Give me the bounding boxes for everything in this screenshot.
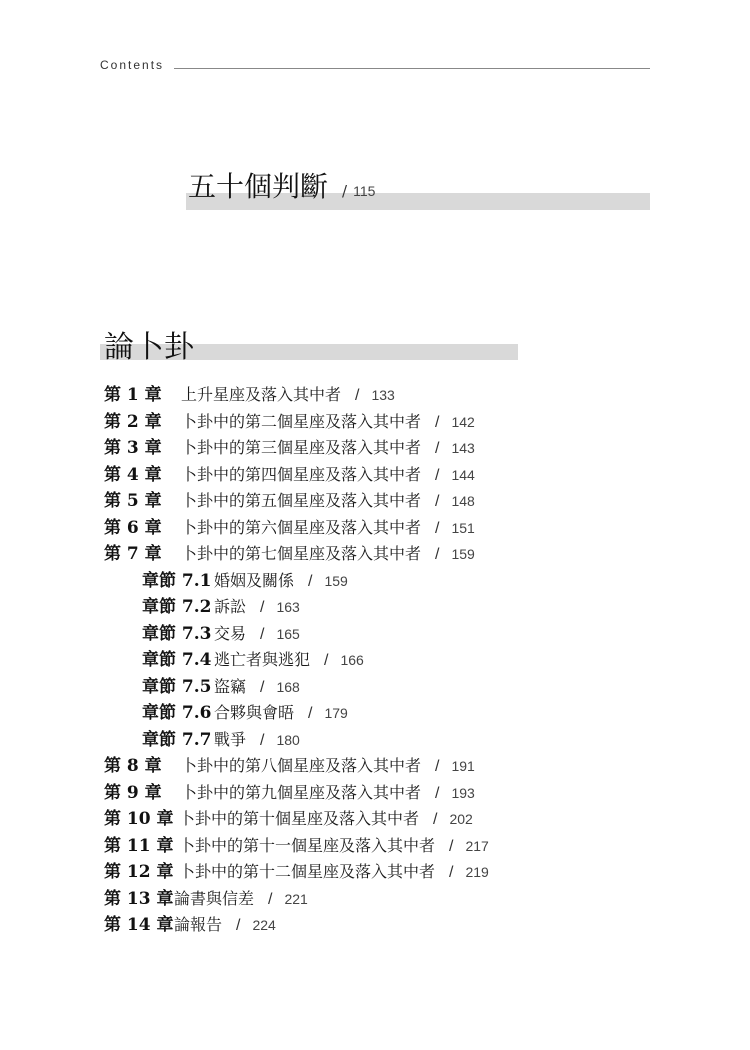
toc-number: 第 6 章 [104, 517, 162, 538]
toc-separator: / [435, 493, 440, 510]
toc-subsection-row[interactable] [104, 727, 664, 754]
toc-separator: / [236, 917, 241, 934]
toc-subsection-row[interactable] [104, 568, 664, 595]
toc-separator: / [435, 440, 440, 457]
toc-chapter-row[interactable] [104, 488, 664, 515]
toc-separator: / [260, 599, 265, 616]
toc-number: 第 14 章 [104, 915, 174, 935]
toc-title: 卜卦中的第七個星座及落入其中者 [181, 544, 422, 563]
toc-page-number: 217 [465, 837, 489, 854]
toc-title: 卜卦中的第十二個星座及落入其中者 [179, 862, 436, 881]
toc-page-number: 144 [451, 466, 475, 483]
toc-chapter-row[interactable] [104, 806, 664, 833]
toc-title: 卜卦中的第四個星座及落入其中者 [181, 464, 422, 484]
toc-title: 合夥與會晤 [214, 703, 295, 722]
toc-separator: / [435, 784, 440, 802]
header-label: Contents [100, 58, 165, 72]
toc-chapter-row[interactable] [104, 753, 664, 780]
toc-separator: / [435, 413, 440, 431]
toc-title: 卜卦中的第六個星座及落入其中者 [181, 517, 422, 537]
page-header [100, 58, 650, 78]
toc-title: 交易 [214, 623, 247, 643]
toc-separator: / [308, 572, 313, 590]
toc-page-number: 168 [276, 678, 300, 695]
toc-chapter-row[interactable] [104, 409, 664, 436]
toc-separator: / [435, 466, 440, 484]
toc-number: 第 9 章 [104, 782, 162, 803]
toc-chapter-row[interactable] [104, 833, 664, 860]
toc-number: 章節 7.5 [142, 676, 212, 697]
toc-page-number: 219 [465, 864, 489, 880]
toc-number: 第 11 章 [104, 835, 174, 856]
toc-title: 訴訟 [214, 597, 247, 616]
toc-number: 章節 7.3 [142, 623, 212, 644]
section-title: 五十個判斷 [188, 170, 329, 203]
toc-chapter-row[interactable] [104, 541, 664, 568]
section-page-number: 115 [353, 183, 376, 199]
toc-number: 第 10 章 [104, 809, 174, 829]
section-heading-judgments[interactable] [186, 165, 650, 211]
toc-page-number: 133 [371, 387, 395, 403]
toc-page-number: 159 [324, 572, 348, 589]
toc-title: 論報告 [174, 915, 223, 934]
toc-separator: / [355, 387, 360, 404]
toc-title: 逃亡者與逃犯 [214, 650, 311, 669]
toc-number: 章節 7.6 [142, 703, 212, 723]
toc-number: 第 5 章 [104, 491, 162, 511]
toc-separator: / [324, 652, 329, 669]
toc-number: 章節 7.7 [142, 729, 212, 750]
toc-page-number: 143 [451, 440, 475, 456]
toc-number: 第 3 章 [104, 438, 162, 458]
toc-page-number: 166 [340, 652, 364, 668]
toc-separator: / [449, 837, 454, 855]
header-rule [174, 68, 650, 69]
toc-title: 卜卦中的第五個星座及落入其中者 [181, 491, 422, 510]
toc-separator: / [260, 625, 265, 643]
toc-chapter-row[interactable] [104, 859, 664, 886]
toc-number: 第 2 章 [104, 411, 162, 432]
toc-title: 卜卦中的第三個星座及落入其中者 [181, 438, 422, 457]
toc-page-number: 142 [451, 413, 475, 430]
toc-subsection-row[interactable] [104, 594, 664, 621]
toc-subsection-row[interactable] [104, 647, 664, 674]
toc-page-number: 193 [451, 784, 475, 801]
toc-chapter-row[interactable] [104, 462, 664, 489]
toc-number: 第 8 章 [104, 756, 162, 776]
toc-number: 章節 7.2 [142, 597, 212, 617]
section-title: 論卜卦 [104, 330, 194, 365]
toc-page-number: 179 [324, 705, 348, 721]
toc-title: 卜卦中的第十一個星座及落入其中者 [179, 835, 436, 855]
toc-number: 第 1 章 [104, 385, 162, 405]
section-separator: / [342, 182, 348, 200]
toc-page-number: 163 [276, 599, 300, 615]
toc-chapter-row[interactable] [104, 515, 664, 542]
toc-chapter-row[interactable] [104, 912, 664, 939]
toc-subsection-row[interactable] [104, 674, 664, 701]
toc-subsection-row[interactable] [104, 700, 664, 727]
toc-page-number: 180 [276, 731, 300, 748]
toc-title: 婚姻及關係 [214, 570, 295, 590]
toc-title: 盜竊 [214, 676, 247, 696]
toc-separator: / [449, 864, 454, 881]
toc-separator: / [435, 758, 440, 775]
toc-title: 卜卦中的第十個星座及落入其中者 [179, 809, 420, 828]
toc-title: 卜卦中的第九個星座及落入其中者 [181, 782, 422, 802]
toc-separator: / [308, 705, 313, 722]
toc-chapter-row[interactable] [104, 886, 664, 913]
toc-separator: / [260, 678, 265, 696]
toc-title: 卜卦中的第八個星座及落入其中者 [181, 756, 422, 775]
toc-title: 戰爭 [214, 729, 247, 749]
toc-separator: / [433, 811, 438, 828]
toc-separator: / [435, 519, 440, 537]
toc-title: 論書與信差 [174, 888, 255, 908]
toc-number: 第 13 章 [104, 888, 174, 909]
toc-page-number: 224 [252, 917, 276, 933]
toc-subsection-row[interactable] [104, 621, 664, 648]
toc-list [104, 382, 664, 939]
toc-number: 章節 7.4 [142, 650, 212, 670]
toc-number: 第 7 章 [104, 544, 162, 564]
toc-page-number: 151 [451, 519, 475, 536]
toc-page-number: 148 [451, 493, 475, 509]
toc-chapter-row[interactable] [104, 435, 664, 462]
toc-number: 第 12 章 [104, 862, 174, 882]
toc-title: 卜卦中的第二個星座及落入其中者 [181, 411, 422, 431]
toc-page-number: 165 [276, 625, 300, 642]
toc-separator: / [435, 546, 440, 563]
toc-chapter-row[interactable] [104, 780, 664, 807]
section-heading-horary [100, 322, 518, 365]
toc-title: 上升星座及落入其中者 [181, 385, 342, 404]
toc-chapter-row[interactable] [104, 382, 664, 409]
toc-separator: / [260, 731, 265, 749]
toc-separator: / [268, 890, 273, 908]
toc-page-number: 202 [449, 811, 473, 827]
toc-page-number: 221 [284, 890, 308, 907]
toc-page-number: 159 [451, 546, 475, 562]
toc-number: 第 4 章 [104, 464, 162, 485]
toc-page-number: 191 [451, 758, 475, 774]
toc-number: 章節 7.1 [142, 570, 212, 591]
